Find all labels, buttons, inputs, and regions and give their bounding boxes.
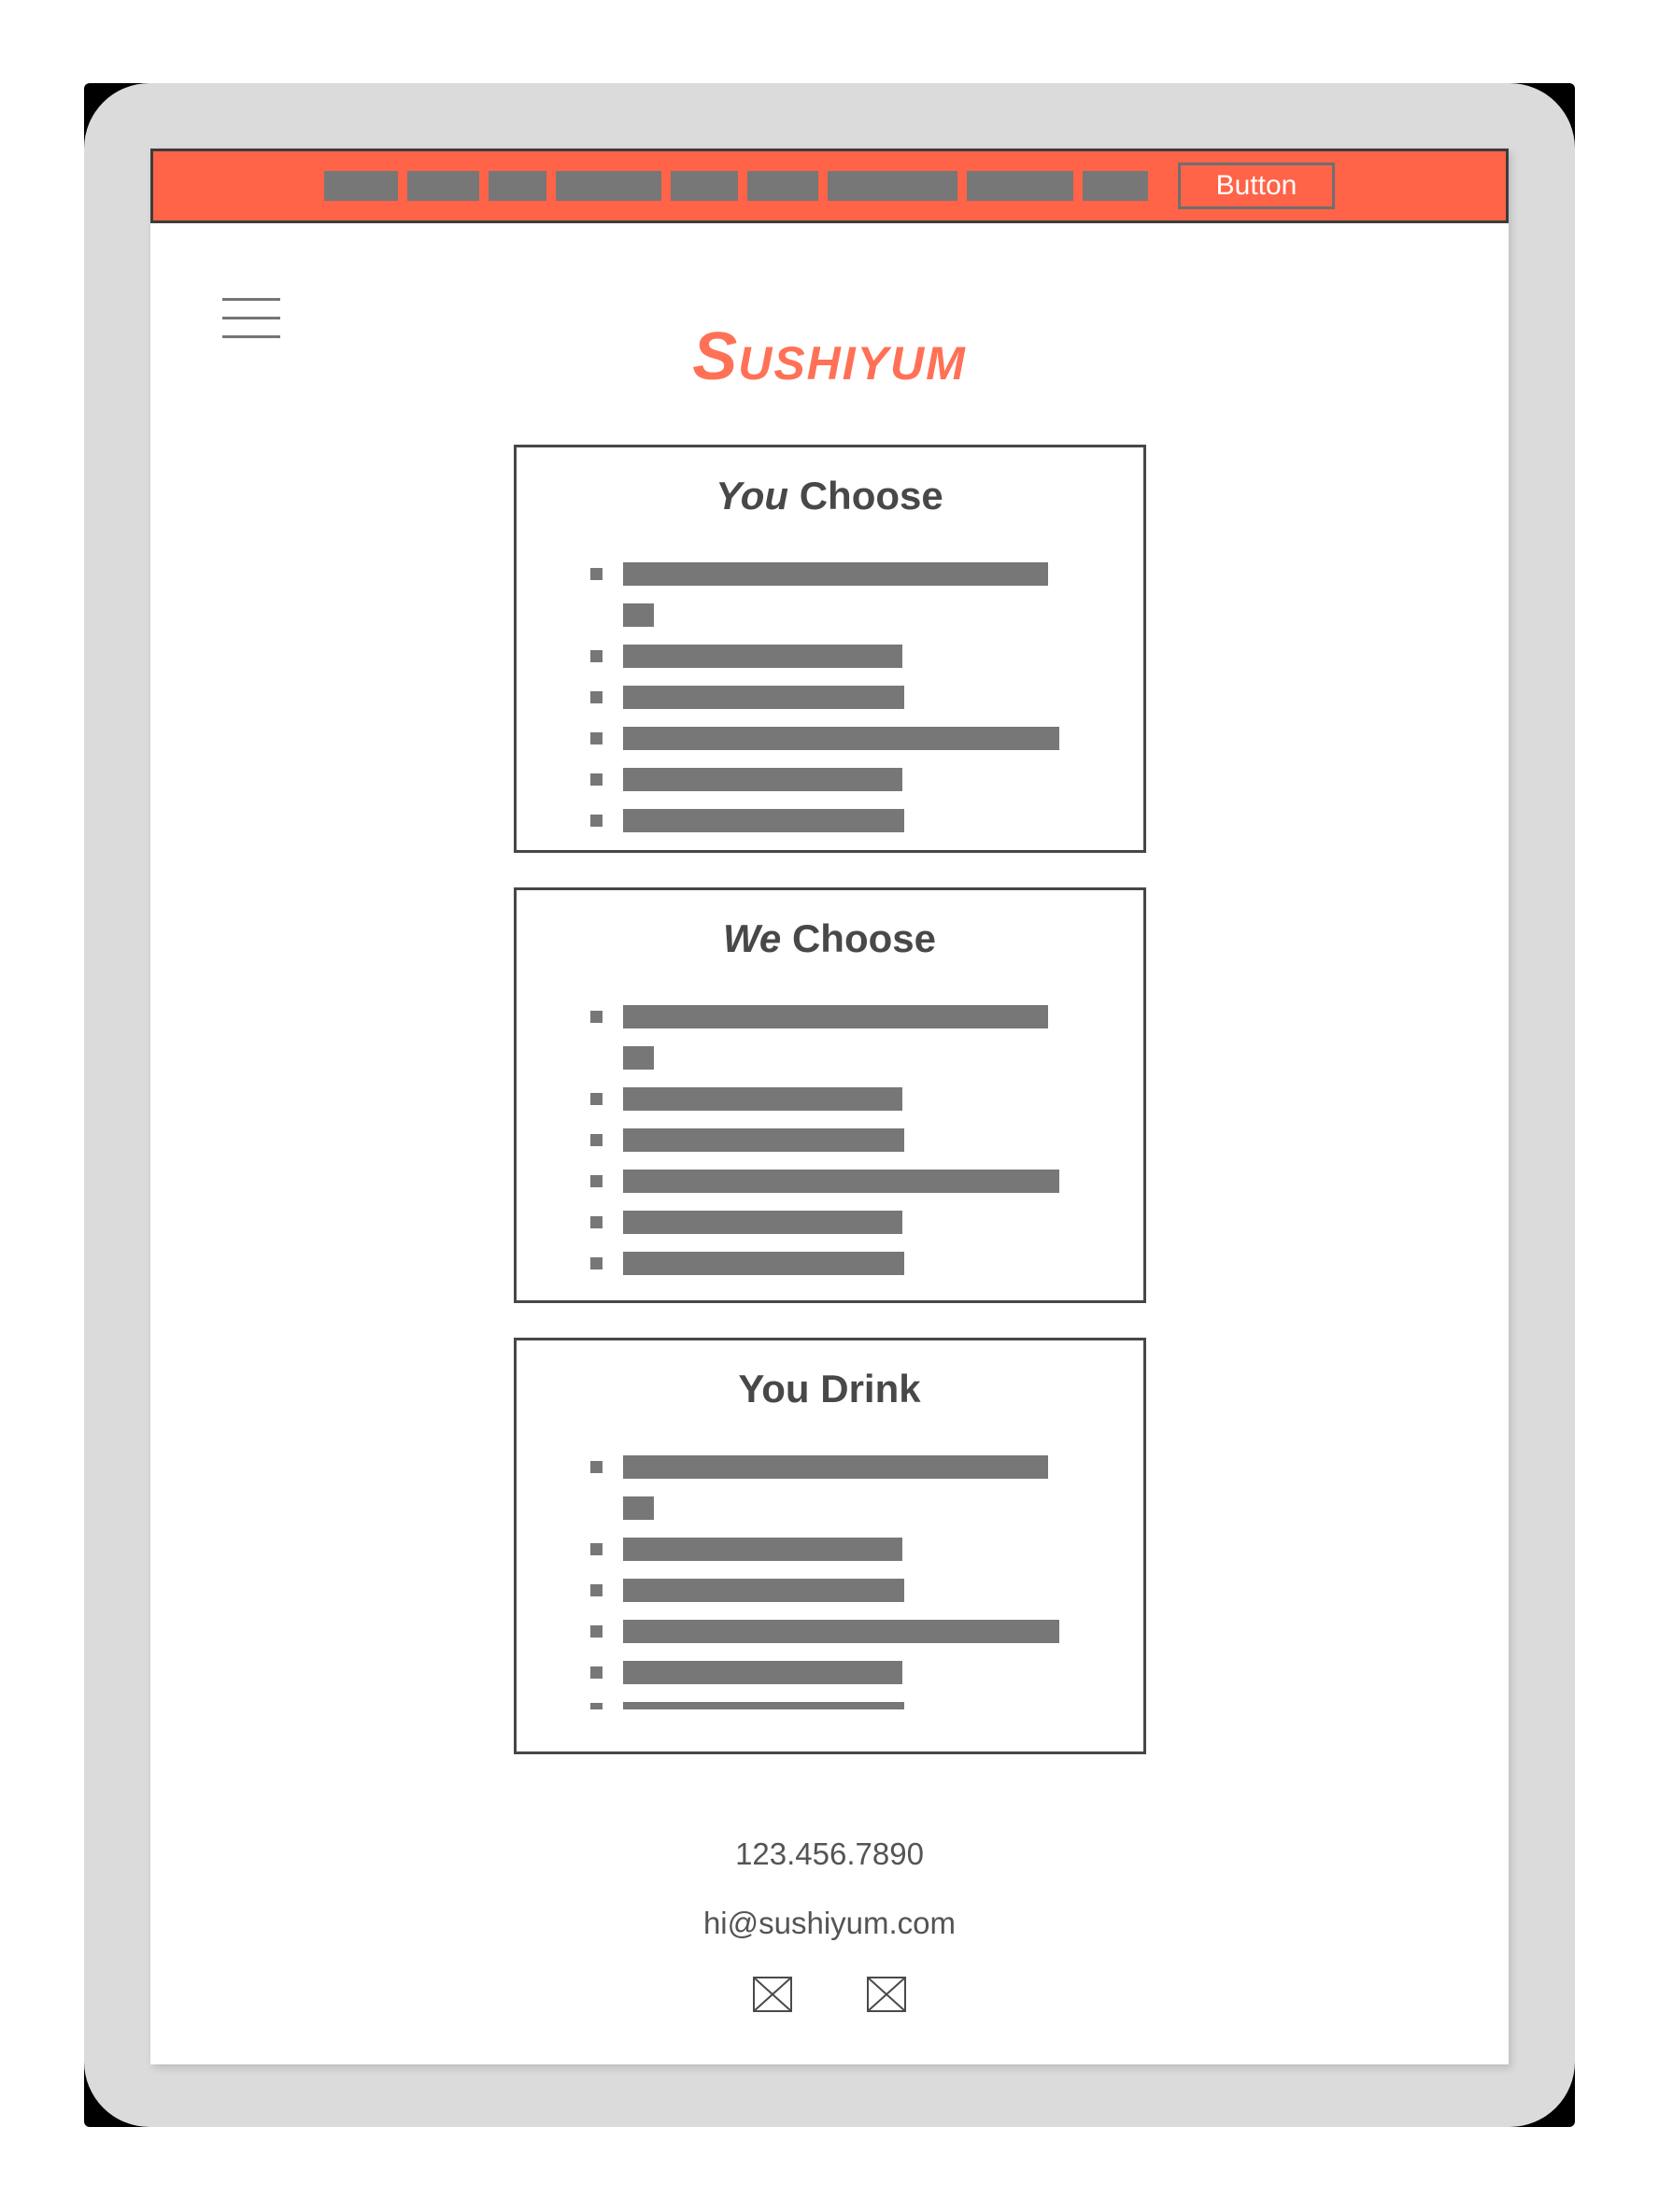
text-placeholder-bar [623, 1455, 1048, 1479]
bullet-icon [590, 1543, 603, 1555]
text-placeholder-bar [623, 645, 902, 668]
card-title-text: Choose [799, 474, 943, 518]
text-placeholder-bar [623, 1252, 904, 1275]
bullet-icon [590, 1625, 603, 1638]
bullet-icon [590, 1584, 603, 1596]
menu-item-row [623, 1170, 1143, 1193]
menu-item-row [623, 1252, 1143, 1275]
brand-first-letter: S [692, 319, 739, 394]
email-address: hi@sushiyum.com [702, 1906, 957, 1940]
text-placeholder-bar [623, 1579, 904, 1602]
card-title-emphasis: You [716, 474, 789, 518]
page-title [150, 317, 1509, 397]
menu-item-row [623, 1046, 1143, 1070]
social-icons-row [150, 1977, 1509, 2012]
tablet-screen [150, 149, 1509, 2064]
footer [150, 1836, 1509, 2012]
nav-item-placeholder[interactable] [828, 171, 957, 201]
text-placeholder-bar [623, 1538, 902, 1561]
bullet-icon [590, 568, 603, 580]
menu-card [514, 1338, 1146, 1754]
nav-item-placeholder[interactable] [747, 171, 818, 201]
hamburger-line [222, 317, 280, 319]
menu-item-list [517, 562, 1143, 832]
text-placeholder-bar [623, 562, 1048, 586]
bullet-icon [590, 1461, 603, 1473]
card-title [517, 918, 1143, 959]
bullet-icon [590, 732, 603, 744]
menu-item-row [623, 809, 1143, 832]
menu-item-row [623, 603, 1143, 627]
nav-placeholder-group [324, 171, 1148, 201]
text-placeholder-bar [623, 686, 904, 709]
bullet-icon [590, 1011, 603, 1023]
bullet-icon [590, 815, 603, 827]
hamburger-menu-icon[interactable] [222, 298, 280, 338]
brand-rest: USHIYUM [738, 337, 967, 390]
menu-item-row [623, 1005, 1143, 1028]
text-placeholder-bar [623, 809, 904, 832]
text-placeholder-bar [623, 727, 1059, 750]
menu-item-row [623, 1538, 1143, 1561]
card-title-text: You Drink [738, 1367, 921, 1411]
menu-item-row [623, 645, 1143, 668]
menu-item-row [623, 1128, 1143, 1152]
nav-item-placeholder[interactable] [1083, 171, 1148, 201]
menu-item-row [623, 1661, 1143, 1684]
bullet-icon [590, 1134, 603, 1146]
navbar [150, 149, 1509, 223]
nav-item-placeholder[interactable] [324, 171, 398, 201]
text-placeholder-bar [623, 1087, 902, 1111]
text-placeholder-bar [623, 768, 902, 791]
menu-item-row [623, 1496, 1143, 1520]
phone-number: 123.456.7890 [735, 1836, 924, 1871]
menu-card [514, 887, 1146, 1303]
hamburger-line [222, 298, 280, 301]
menu-item-row [623, 727, 1143, 750]
bullet-icon [590, 1703, 603, 1709]
menu-item-row [623, 686, 1143, 709]
menu-item-row [623, 768, 1143, 791]
text-placeholder-bar [623, 1661, 902, 1684]
nav-button[interactable]: Button [1178, 163, 1335, 209]
text-placeholder-bar [623, 603, 654, 627]
text-placeholder-bar [623, 1005, 1048, 1028]
nav-item-placeholder[interactable] [671, 171, 738, 201]
bullet-icon [590, 1175, 603, 1187]
card-title [517, 1368, 1143, 1410]
nav-item-placeholder[interactable] [967, 171, 1073, 201]
card-title [517, 475, 1143, 517]
card-title-emphasis: We [723, 916, 782, 960]
nav-item-placeholder[interactable] [556, 171, 661, 201]
nav-item-placeholder[interactable] [407, 171, 479, 201]
menu-item-row [623, 1579, 1143, 1602]
menu-item-row [623, 1211, 1143, 1234]
bullet-icon [590, 691, 603, 703]
text-placeholder-bar [623, 1170, 1059, 1193]
menu-sections [150, 445, 1509, 1754]
menu-card [514, 445, 1146, 853]
menu-item-row [623, 1702, 1143, 1709]
text-placeholder-bar [623, 1046, 654, 1070]
menu-item-row [623, 1087, 1143, 1111]
text-placeholder-bar [623, 1211, 902, 1234]
text-placeholder-bar [623, 1128, 904, 1152]
menu-item-row [623, 1620, 1143, 1643]
image-placeholder-icon[interactable] [753, 1977, 792, 2012]
card-title-text: Choose [791, 916, 936, 960]
menu-item-list [517, 1455, 1143, 1709]
bullet-icon [590, 1093, 603, 1105]
menu-item-list [517, 1005, 1143, 1275]
nav-item-placeholder[interactable] [489, 171, 546, 201]
text-placeholder-bar [623, 1702, 904, 1709]
menu-item-row [623, 562, 1143, 586]
bullet-icon [590, 1666, 603, 1679]
text-placeholder-bar [623, 1496, 654, 1520]
text-placeholder-bar [623, 1620, 1059, 1643]
bullet-icon [590, 1257, 603, 1269]
bullet-icon [590, 650, 603, 662]
bullet-icon [590, 773, 603, 786]
menu-item-row [623, 1455, 1143, 1479]
image-placeholder-icon[interactable] [867, 1977, 906, 2012]
bullet-icon [590, 1216, 603, 1228]
hamburger-line [222, 335, 280, 338]
